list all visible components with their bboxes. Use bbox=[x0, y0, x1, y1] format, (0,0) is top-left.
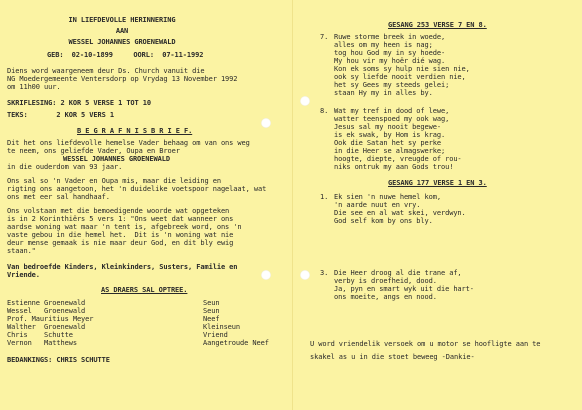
eulogy-line: staan." bbox=[7, 247, 36, 255]
mourners-line: Van bedroefde Kinders, Kleinkinders, Susters, Familie en bbox=[7, 263, 238, 271]
eulogy-line: te neem, ons geliefde Vader, Oupa en Broer bbox=[7, 147, 180, 155]
hymn-253-heading: GESANG 253 VERSE 7 EN 8. bbox=[388, 21, 487, 29]
verse-line: ons moeite, angs en nood. bbox=[334, 293, 437, 301]
bearer-relation: Seun bbox=[203, 307, 220, 315]
bearer-name: Prof. Mauritius Meyer bbox=[7, 315, 94, 323]
bearer-relation: Vriend bbox=[203, 331, 228, 339]
deceased-name: WESSEL JOHANNES GROENEWALD bbox=[68, 38, 176, 46]
eulogy-line: ons met eer sal handhaaf. bbox=[7, 193, 110, 201]
verse-line: My hou vir my hoër dié wag. bbox=[334, 57, 446, 65]
verse-line: God self kom by ons bly. bbox=[334, 217, 433, 225]
bearers-heading: AS DRAERS SAL OPTREE. bbox=[101, 286, 188, 294]
bearer-relation: Kleinseun bbox=[203, 323, 241, 331]
verse-line: Ja, pyn en smart wyk uit die hart- bbox=[334, 285, 474, 293]
verse-line: Die see en al wat skei, verdwyn. bbox=[334, 209, 466, 217]
memorial-heading-line1: IN LIEFDEVOLLE HERINNERING bbox=[68, 16, 176, 24]
verse-line: niks ontruk my aan Gods trou! bbox=[334, 163, 454, 171]
eulogy-line: aardse woning wat maar 'n tent is, afgebreek word, ons 'n bbox=[7, 223, 242, 231]
memorial-heading-line2: AAN bbox=[115, 27, 129, 35]
birth-death-dates: GEB: 02-10-1899 OORL: 07-11-1992 bbox=[47, 51, 204, 59]
verse-line: Ook die Satan het sy perke bbox=[334, 139, 441, 147]
verse-number: 1. bbox=[320, 193, 329, 201]
eulogy-line: Dit het ons liefdevolle hemelse Vader behaag om van ons weg bbox=[7, 139, 250, 147]
punch-hole bbox=[300, 270, 310, 280]
service-line-2: NG Moedergemeente Ventersdorp op Vrydag 13 November 1992 bbox=[7, 75, 238, 83]
verse-line: ook sy liefde nooit verdien nie, bbox=[334, 73, 466, 81]
headlights-notice-line1: U word vriendelik versoek om u motor se hoofligte aan te bbox=[310, 340, 541, 348]
punch-hole bbox=[300, 96, 310, 106]
verse-line: is ek swak, by Hom is krag. bbox=[334, 131, 446, 139]
bearer-name: Estienne Groenewald bbox=[7, 299, 86, 307]
verse-line: Ek sien 'n nuwe hemel kom, bbox=[334, 193, 441, 201]
bearer-relation: Neef bbox=[203, 315, 220, 323]
bearer-name: Wessel Groenewald bbox=[7, 307, 86, 315]
verse-line: staan Hy my in alles by. bbox=[334, 89, 433, 97]
verse-line: Wat my tref in dood of lewe, bbox=[334, 107, 450, 115]
service-line-1: Diens word waargeneem deur Ds. Church vanuit die bbox=[7, 67, 205, 75]
verse-line: Kon ek soms sy hulp nie sien nie, bbox=[334, 65, 470, 73]
verse-line: Ruwe storme breek in woede, bbox=[334, 33, 446, 41]
page-fold bbox=[292, 0, 293, 410]
verse-line: tog hou God my in sy hoede- bbox=[334, 49, 446, 57]
scripture-reading: SKRIFLESING: 2 KOR 5 VERSE 1 TOT 10 bbox=[7, 99, 152, 107]
eulogy-heading: B E G R A F N I S B R I E F. bbox=[77, 127, 193, 135]
bearer-relation: Aangetroude Neef bbox=[203, 339, 269, 347]
verse-line: Jesus sal my nooit begewe- bbox=[334, 123, 441, 131]
sermon-text: TEKS: 2 KOR 5 VERS 1 bbox=[7, 111, 114, 119]
verse-number: 8. bbox=[320, 107, 329, 115]
punch-hole bbox=[261, 270, 271, 280]
eulogy-deceased-name: WESSEL JOHANNES GROENEWALD bbox=[63, 155, 170, 163]
verse-line: het sy Gees my steeds gelei; bbox=[334, 81, 450, 89]
eulogy-line: in die ouderdom van 93 jaar. bbox=[7, 163, 123, 171]
verse-number: 3. bbox=[320, 269, 329, 277]
verse-line: hoogte, diepte, vreugde of rou- bbox=[334, 155, 462, 163]
punch-hole bbox=[261, 118, 271, 128]
bearer-name: Walther Groenewald bbox=[7, 323, 86, 331]
hymn-177-heading: GESANG 177 VERSE 1 EN 3. bbox=[388, 179, 487, 187]
eulogy-line: is in 2 Korinthiërs 5 vers 1: "Ons weet dat wanneer ons bbox=[7, 215, 234, 223]
headlights-notice-line2: skakel as u in die stoet beweeg -Dankie- bbox=[310, 353, 475, 361]
eulogy-line: Ons sal so 'n Vader en Oupa mis, maar die leiding en bbox=[7, 177, 221, 185]
verse-line: watter teenspoed my ook wag, bbox=[334, 115, 450, 123]
verse-line: alles om my heen is nag; bbox=[334, 41, 433, 49]
verse-line: Die Heer droog al die trane af, bbox=[334, 269, 462, 277]
verse-number: 7. bbox=[320, 33, 329, 41]
mourners-line: Vriende. bbox=[7, 271, 40, 279]
eulogy-line: rigting ons aangetoon, het 'n duidelike voetspoor nagelaat, wat bbox=[7, 185, 267, 193]
bearer-name: Vernon Matthews bbox=[7, 339, 77, 347]
acknowledgements: BEDANKINGS: CHRIS SCHUTTE bbox=[7, 356, 110, 364]
verse-line: verby is droefheid, dood. bbox=[334, 277, 437, 285]
bearer-name: Chris Schutte bbox=[7, 331, 73, 339]
eulogy-line: Ons volstaan met die bemoedigende woorde wat opgeteken bbox=[7, 207, 230, 215]
bearer-relation: Seun bbox=[203, 299, 220, 307]
verse-line: in die Heer se almagswerke; bbox=[334, 147, 446, 155]
service-line-3: om 11h00 uur. bbox=[7, 83, 61, 91]
eulogy-line: vaste gebou in die hemel het. Dit is 'n woning wat nie bbox=[7, 231, 234, 239]
eulogy-line: deur mense gemaak is nie maar deur God, en dit bly ewig bbox=[7, 239, 234, 247]
verse-line: 'n aarde nuut en vry. bbox=[334, 201, 421, 209]
